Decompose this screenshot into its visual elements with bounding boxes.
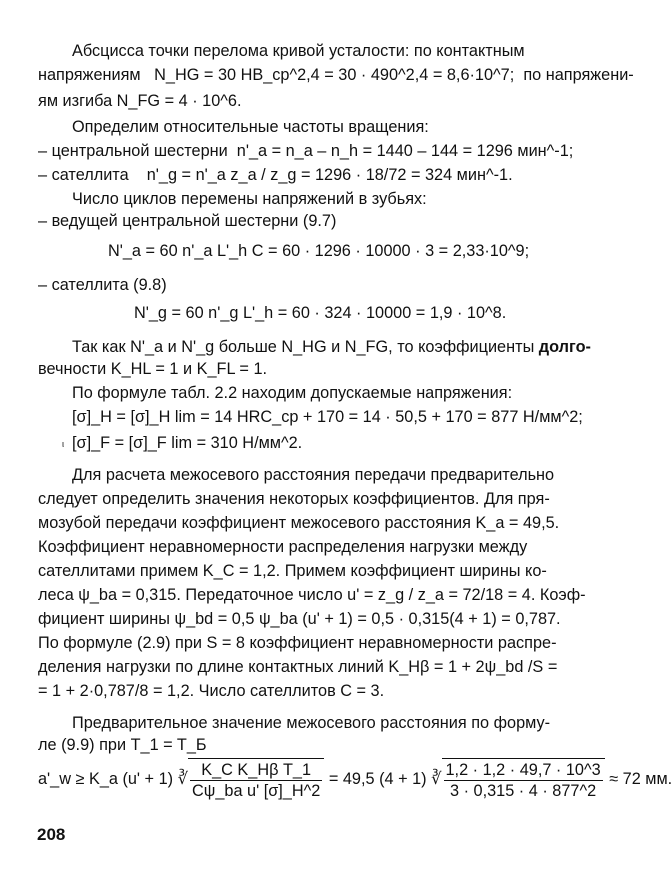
formula: n'_g = n'_a z_a / z_g = 1296 · 18/72 = 324 мин^-1. (146, 166, 513, 184)
formula: [σ]_F = [σ]_F lim = 310 Н/мм^2. (72, 434, 303, 452)
text-line: мозубой передачи коэффициент межосевого расстояния K_a = 49,5. (38, 514, 560, 532)
text-line: напряжениям N_HG = 30 HB_ср^2,4 = 30 · 490^2,4 = 8,6·10^7; по напряжени- (38, 66, 634, 84)
text-line: леса ψ_ba = 0,315. Передаточное число u' = z_g / z_a = 72/18 = 4. Коэф- (38, 586, 586, 604)
formula: n'_a = n_a – n_h = 1440 – 144 = 1296 мин^-1; (236, 142, 574, 160)
text-line: сателлитами примем K_C = 1,2. Примем коэффициент ширины ко- (38, 562, 547, 580)
formula-block: a'_w ≥ K_a (u' + 1) ∛ $\frac{\text{K\_C K\_Hβ T\_1}}{\text{Cψ\_ba u' [σ]\_H\textasciicircum{}2}}$ = 49,5 (4 + 1) ∛ $\frac{1,2 \cdot 1,2 \cdot 49,7 \cdot 10\^{}3}{3 \cdot 0,315 \cdot 4 \cdot 877\^{}2}$ ≈ 72 мм. (38, 758, 672, 801)
text-line: – центральной шестерни n'_a = n_a – n_h = 1440 – 144 = 1296 мин^-1; (38, 142, 574, 160)
formula: N'_a и N'_g больше N_HG и N_FG, (130, 338, 393, 356)
text-line: – ведущей центральной шестерни (9.7) (38, 212, 337, 230)
text-line: фициент ширины ψ_bd = 0,5 ψ_ba (u' + 1) = 0,5 · 0,315(4 + 1) = 0,787. (38, 610, 561, 628)
text-line: Число циклов перемены напряжений в зубьях: (72, 190, 427, 208)
text-line: Определим относительные частоты вращения: (72, 118, 429, 136)
text-line: деления нагрузки по длине контактных линий K_Hβ = 1 + 2ψ_bd /S = (38, 658, 558, 676)
text-line: Предварительное значение межосевого расстояния по форму- (72, 714, 551, 732)
margin-mark: ι (62, 439, 64, 449)
formula: N'_a = 60 n'_a L'_h C = 60 · 1296 · 10000 · 3 = 2,33·10^9; (108, 242, 530, 260)
text-line: – сателлита n'_g = n'_a z_a / z_g = 1296 · 18/72 = 324 мин^-1. (38, 166, 513, 184)
text-line: Абсцисса точки перелома кривой усталости: по контактным (72, 42, 525, 60)
text-line: По формуле (2.9) при S = 8 коэффициент неравномерности распре- (38, 634, 557, 652)
text-line: ям изгиба N_FG = 4 · 10^6. (38, 92, 242, 110)
text-line: Коэффициент неравномерности распределения нагрузки между (38, 538, 528, 556)
formula: N_HG = 30 HB_ср^2,4 = 30 · 490^2,4 = 8,6·10^7; (154, 66, 515, 84)
text-line: – сателлита (9.8) (38, 276, 167, 294)
text-line: следует определить значения некоторых коэффициентов. Для пря- (38, 490, 550, 508)
formula: N'_g = 60 n'_g L'_h = 60 · 324 · 10000 = 1,9 · 10^8. (134, 304, 507, 322)
text-line: По формуле табл. 2.2 находим допускаемые напряжения: (72, 384, 513, 402)
page-number: 208 (37, 825, 66, 844)
text-line: вечности K_HL = 1 и K_FL = 1. (38, 360, 268, 378)
text-line: Так как N'_a и N'_g больше N_HG и N_FG, то коэффициенты долго- (72, 338, 591, 356)
text-line: ле (9.9) при T_1 = T_Б (38, 736, 207, 754)
formula: N_FG = 4 · 10^6. (116, 92, 242, 110)
text-line: Для расчета межосевого расстояния передачи предварительно (72, 466, 555, 484)
text-line: = 1 + 2·0,787/8 = 1,2. Число сателлитов C = 3. (38, 682, 385, 700)
formula: [σ]_H = [σ]_H lim = 14 HRC_ср + 170 = 14 · 50,5 + 170 = 877 Н/мм^2; (72, 408, 583, 426)
